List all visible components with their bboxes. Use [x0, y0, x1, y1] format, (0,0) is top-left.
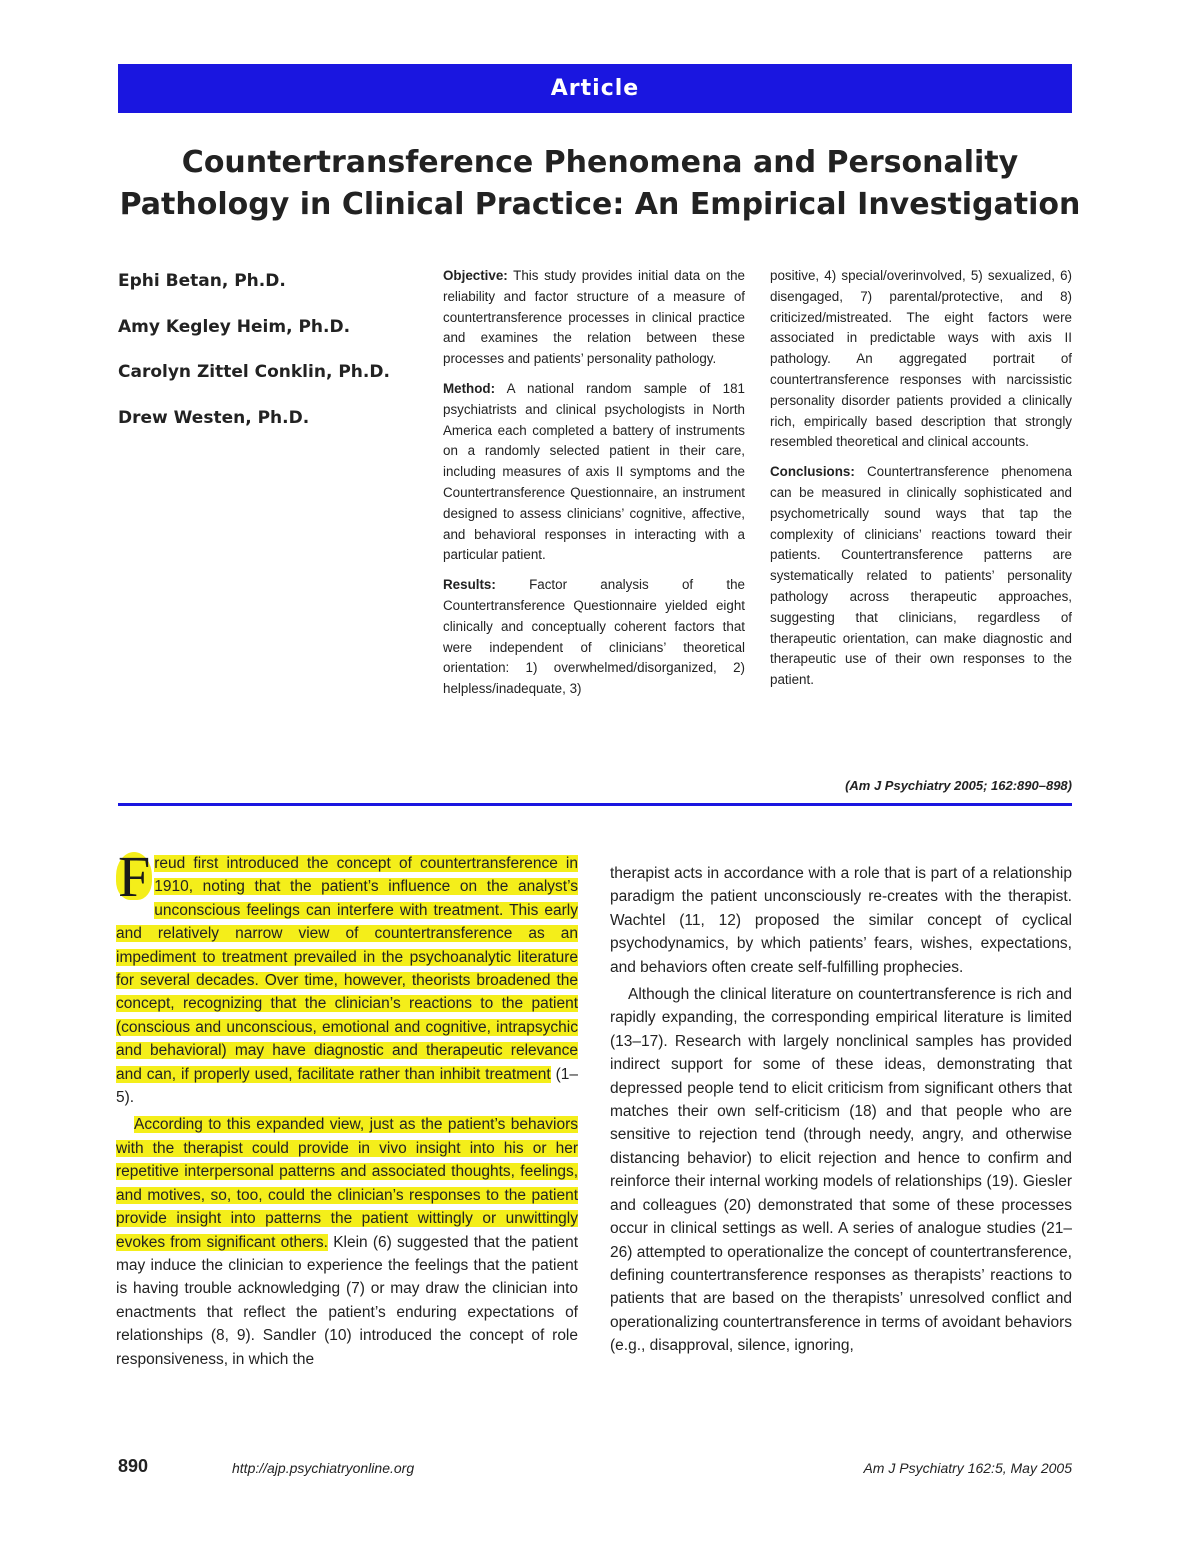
paragraph-text: Klein (6) suggested that the patient may induce the clinician to experience the feelings that the patient is having trouble acknowledging (7) or may draw the clinician into enactments that reflect the patient’s enduring expectations of relationships (8, 9). Sandler (10) introduced the concept of role responsiveness, in which the — [116, 1233, 579, 1368]
journal-citation: (Am J Psychiatry 2005; 162:890–898) — [845, 778, 1072, 793]
author-list — [118, 268, 418, 450]
title-line-2: Pathology in Clinical Practice: An Empirical Investigation — [119, 187, 1081, 222]
abstract-column-2 — [770, 266, 1072, 700]
method-label: Method: — [443, 380, 496, 396]
author-name: Carolyn Zittel Conklin, Ph.D. — [118, 362, 390, 382]
abstract-results-continued: positive, 4) special/overinvolved, 5) sexualized, 6) disengaged, 7) parental/protective, and 8) criticized/mistreated. The eight factors were associated in predictable ways with axis II pathology. An aggregated portrait of countertransference responses with narcissistic personality disorder patients provided a clinically rich, empirically based description that strongly resembled theoretical and clinical accounts. — [770, 268, 1072, 450]
highlighted-text: According to this expanded view, just as the patient’s behaviors with the therapist could provide in vivo insight into his or her repetitive interpersonal patterns and associated thoughts, feelings, and motives, so, too, could the clinician’s responses to the patient provide insight into patterns the patient wittingly or unwittingly evokes from significant others. — [116, 1116, 578, 1251]
abstract-method — [443, 379, 745, 566]
abstract-objective — [443, 266, 745, 370]
body-paragraph: therapist acts in accordance with a role that is part of a relationship paradigm the patient unconsciously re-creates with the therapist. Wachtel (11, 12) proposed the similar concept of cyclical psychodynamics, by which patients’ fears, wishes, expectations, and behaviors often create self-fulfilling prophecies. — [610, 865, 1072, 976]
body-column-2 — [610, 862, 1072, 1362]
journal-issue: Am J Psychiatry 162:5, May 2005 — [863, 1460, 1072, 1476]
journal-url: http://ajp.psychiatryonline.org — [232, 1460, 415, 1476]
abstract-conclusions — [770, 462, 1072, 691]
section-banner — [118, 64, 1072, 113]
conclusions-label: Conclusions: — [770, 464, 855, 480]
author-name: Drew Westen, Ph.D. — [118, 407, 310, 428]
page-number: 890 — [118, 1456, 149, 1476]
results-label: Results: — [443, 577, 496, 593]
author-name: Ephi Betan, Ph.D. — [118, 271, 286, 291]
article-title — [60, 142, 1140, 226]
section-divider — [118, 803, 1072, 806]
author-name: Amy Kegley Heim, Ph.D. — [118, 316, 351, 337]
abstract-column-1 — [443, 266, 745, 709]
banner-label: Article — [550, 76, 640, 101]
objective-label: Objective: — [443, 268, 508, 283]
abstract-results — [443, 575, 745, 700]
method-text: A national random sample of 181 psychiatrists and clinical psychologists in North America each completed a battery of instruments on a randomly selected patient in their care, including measures of axis II symptoms and the Countertransference Questionnaire, an instrument designed to assess clinicians’ cognitive, affective, and behavioral responses in interacting with a particular patient. — [443, 380, 745, 563]
body-paragraph: Although the clinical literature on countertransference is rich and rapidly expanding, the corresponding empirical literature is limited (13–17). Research with largely nonclinical samples has provided indirect support for some of these ideas, demonstrating that depressed people tend to elicit criticism from significant others that matches their own self-criticism (18) and that people who are sensitive to rejection tend (through needy, angry, and otherwise distancing behavior) to elicit rejection and hence to confirm and reinforce their internal working models of relationships (19). Giesler and colleagues (20) demonstrated that some of these processes occur in clinical settings as well. A series of analogue studies (21–26) attempted to operationalize the concept of countertransference, defining countertransference responses as therapists’ reactions to patients that are based on the therapists’ unresolved conflict and operationalizing countertransference in terms of avoidant behaviors (e.g., disapproval, silence, ignoring, — [610, 986, 1072, 1355]
highlighted-text: reud first introduced the concept of countertransference in 1910, noting that the patient’s influence on the analyst’s unconscious feelings can interfere with treatment. This early and relatively narrow view of countertransference as an impediment to treatment prevailed in the psychoanalytic literature for several decades. Over time, however, theorists broadened the concept, recognizing that the clinician’s reactions to the patient (conscious and unconscious, emotional and cognitive, intrapsychic and behavioral) may have diagnostic and therapeutic relevance and can, if properly used, facilitate rather than inhibit treatment — [116, 855, 578, 1083]
body-paragraph — [116, 1113, 578, 1370]
title-line-1: Countertransference Phenomena and Personality — [181, 145, 1019, 180]
body-column-1 — [116, 844, 579, 1375]
drop-cap: F — [118, 844, 151, 909]
objective-text: This study provides initial data on the reliability and factor structure of a measure of countertransference processes in clinical practice and examines the relation between these processes and patients’ personality pathology. — [443, 268, 745, 367]
conclusions-text: Countertransference phenomena can be measured in clinically sophisticated and psychometrically sound ways that tap the complexity of clinicians’ reactions toward their patients. Countertransference patterns are systematically related to patients’ personality pathology across therapeutic approaches, suggesting that clinicians, regardless of therapeutic orientation, can make diagnostic and therapeutic use of their own responses to the patient. — [770, 464, 1072, 688]
results-text: Factor analysis of the Countertransference Questionnaire yielded eight clinically and conceptually coherent factors that were independent of clinicians’ theoretical orientation: 1) overwhelmed/disorganized, 2) helpless/inadequate, 3) — [443, 577, 745, 697]
body-paragraph — [116, 844, 578, 1109]
paragraph-text: (1–5). — [116, 1065, 578, 1107]
